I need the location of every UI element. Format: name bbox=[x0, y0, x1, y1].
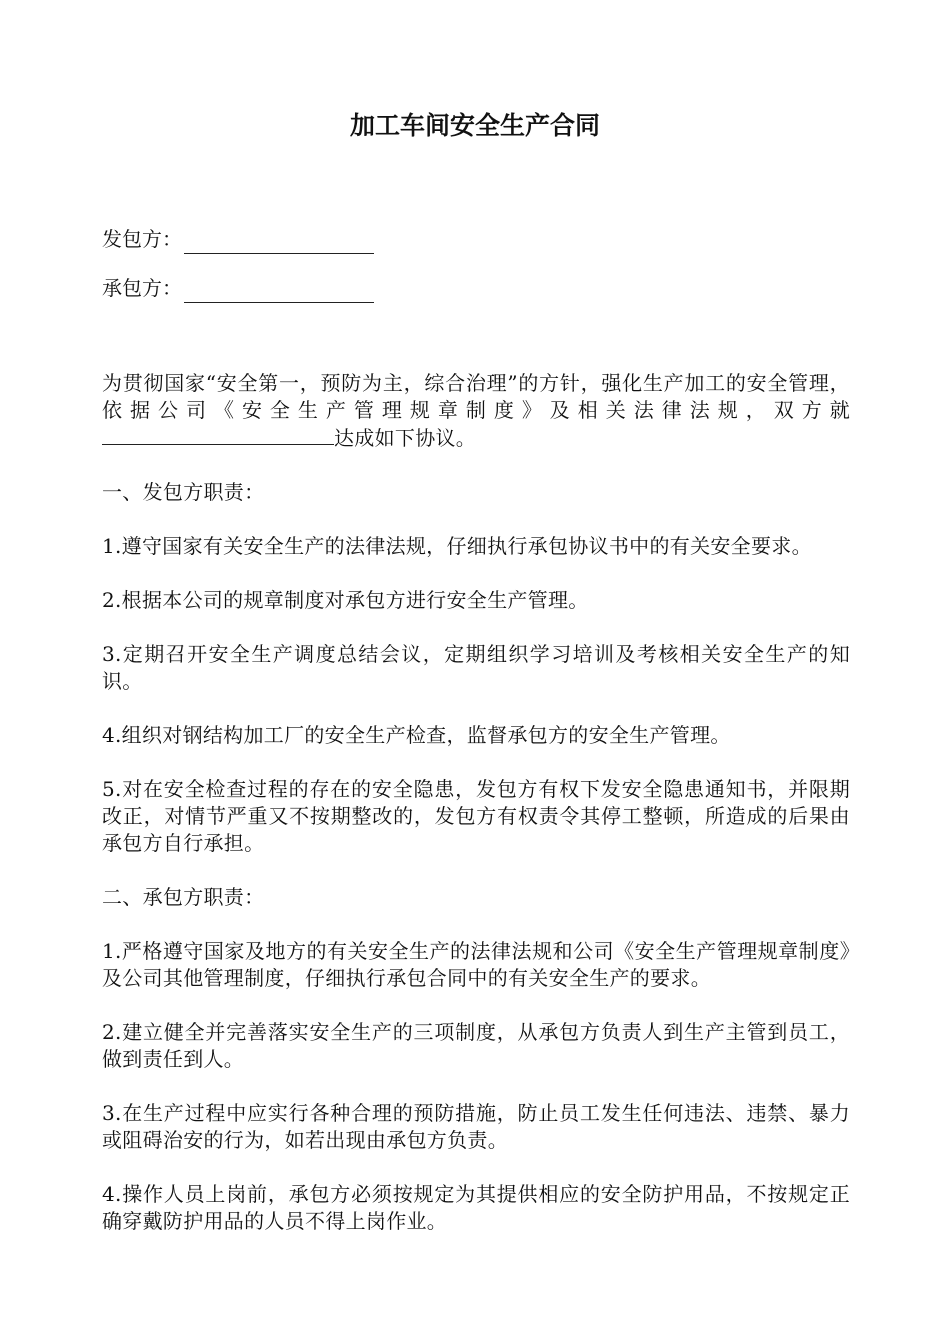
section1-item: 5.对在安全检查过程的存在的安全隐患，发包方有权下发安全隐患通知书，并限期改正，对情节严重又不按期整改的，发包方有权责令其停工整顿，所造成的后果由承包方自行承担。 bbox=[102, 777, 850, 855]
document-title: 加工车间安全生产合同 bbox=[349, 111, 600, 140]
contract-body bbox=[102, 370, 850, 1262]
section2-heading: 二、承包方职责： bbox=[102, 885, 265, 909]
section2-item: 3.在生产过程中应实行各种合理的预防措施，防止员工发生任何违法、违禁、暴力或阻碍治安的行为，如若出现由承包方负责。 bbox=[102, 1101, 850, 1152]
section1-heading: 一、发包方职责： bbox=[102, 480, 265, 504]
section1-item: 3.定期召开安全生产调度总结会议，定期组织学习培训及考核相关安全生产的知识。 bbox=[102, 642, 850, 693]
employer-line bbox=[102, 224, 374, 254]
employer-blank[interactable] bbox=[184, 231, 374, 254]
section2-item: 1.严格遵守国家及地方的有关安全生产的法律法规和公司《安全生产管理规章制度》及公司其他管理制度，仔细执行承包合同中的有关安全生产的要求。 bbox=[102, 939, 850, 990]
section2-item: 4.操作人员上岗前，承包方必须按规定为其提供相应的安全防护用品，不按规定正确穿戴防护用品的人员不得上岗作业。 bbox=[102, 1182, 850, 1233]
intro-text-end: 达成如下协议。 bbox=[334, 426, 477, 450]
section2-item: 2.建立健全并完善落实安全生产的三项制度，从承包方负责人到生产主管到员工，做到责任到人。 bbox=[102, 1020, 850, 1071]
subject-blank[interactable] bbox=[102, 424, 334, 445]
intro-paragraph bbox=[102, 370, 850, 452]
employer-label: 发包方： bbox=[102, 227, 182, 251]
section1-item: 1.遵守国家有关安全生产的法律法规，仔细执行承包协议书中的有关安全要求。 bbox=[102, 534, 812, 558]
contractor-line bbox=[102, 273, 374, 303]
section1-item: 2.根据本公司的规章制度对承包方进行安全生产管理。 bbox=[102, 588, 589, 612]
intro-text: 为贯彻国家“安全第一，预防为主，综合治理”的方针，强化生产加工的安全管理，依据公司《安全生产管理规章制度》及相关法律法规，双方就 bbox=[102, 371, 850, 422]
section1-item: 4.组织对钢结构加工厂的安全生产检查，监督承包方的安全生产管理。 bbox=[102, 723, 731, 747]
contractor-label: 承包方： bbox=[102, 276, 182, 300]
contractor-blank[interactable] bbox=[184, 280, 374, 303]
